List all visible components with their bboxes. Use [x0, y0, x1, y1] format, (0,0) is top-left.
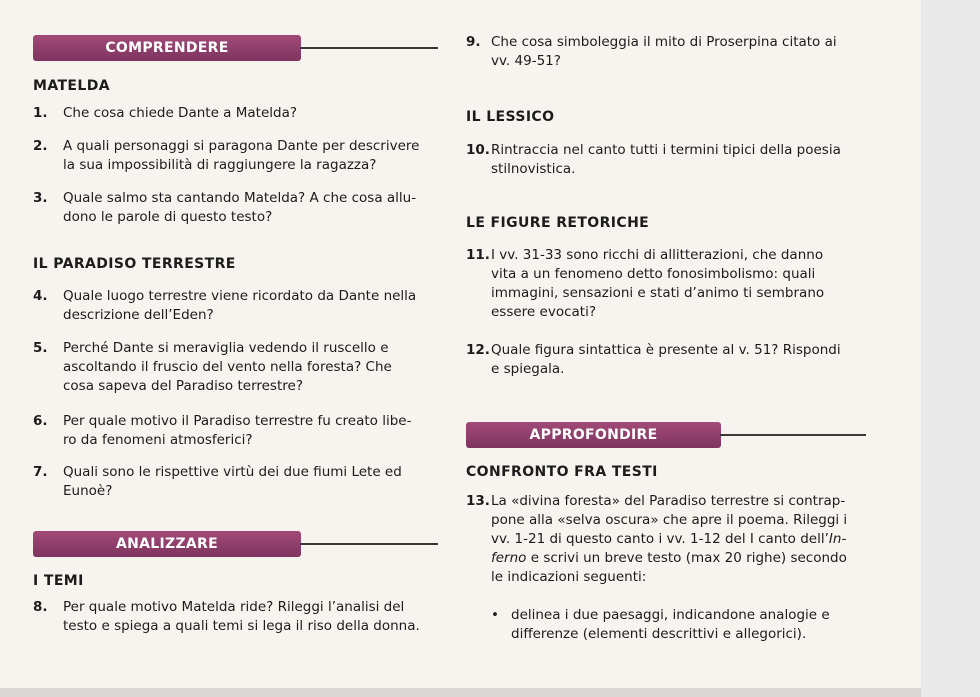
analizzare-banner — [33, 531, 301, 557]
question-13: 13.La «divina foresta» del Paradiso terrestre si contrap- pone alla «selva oscura» che apre il poema. Rileggi i vv. 1-21 di questo canto i vv. 1-12 del I canto dell’In- ferno e scrivi un breve testo (max 20 righe) secondo le indicazioni seguenti: — [466, 493, 848, 585]
question-10: 10.Rintraccia nel canto tutti i termini tipici della poesia stilnovistica. — [466, 142, 841, 177]
confronto-heading: CONFRONTO FRA TESTI — [466, 464, 658, 480]
question-12: 12.Quale figura sintattica è presente al v. 51? Rispondi e spiegala. — [466, 342, 841, 377]
bullet-item: • delinea i due paesaggi, indicandone analogie e differenze (elementi descrittivi e allegorici). — [491, 607, 830, 642]
question-6: 6. Per quale motivo il Paradiso terrestre fu creato libe- ro da fenomeni atmosferici? — [33, 413, 412, 448]
comprendere-rule — [300, 47, 438, 49]
paradiso-heading: IL PARADISO TERRESTRE — [33, 256, 236, 272]
analizzare-label: ANALIZZARE — [116, 536, 218, 552]
question-5: 5. Perché Dante si meraviglia vedendo il ruscello e ascoltando il fruscio del vento nella foresta? Che cosa sapeva del Paradiso terrestre? — [33, 340, 392, 394]
question-3: 3. Quale salmo sta cantando Matelda? A che cosa allu- dono le parole di questo testo? — [33, 190, 417, 225]
question-4: 4. Quale luogo terrestre viene ricordato da Dante nella descrizione dell’Eden? — [33, 288, 417, 323]
approfondire-banner — [466, 422, 721, 448]
comprendere-label: COMPRENDERE — [105, 40, 229, 56]
question-9: 9. Che cosa simboleggia il mito di Proserpina citato ai vv. 49-51? — [466, 34, 837, 69]
comprendere-banner — [33, 35, 301, 61]
bullet-icon: • — [491, 607, 499, 623]
question-11: 11.I vv. 31-33 sono ricchi di allitterazioni, che danno vita a un fenomeno detto fonosimbolismo: quali immagini, sensazioni e stati d’animo ti sembrano essere evocati? — [466, 247, 825, 320]
approfondire-rule — [720, 434, 866, 436]
approfondire-label: APPROFONDIRE — [529, 427, 658, 443]
temi-heading: I TEMI — [33, 573, 84, 589]
analizzare-rule — [300, 543, 438, 545]
question-8: 8. Per quale motivo Matelda ride? Rileggi l’analisi del testo e spiega a quali temi si lega il riso della donna. — [33, 599, 420, 634]
question-7: 7. Quali sono le rispettive virtù dei due fiumi Lete ed Eunoè? — [33, 464, 402, 499]
figure-retoriche-heading: LE FIGURE RETORICHE — [466, 215, 650, 231]
question-1: 1. Che cosa chiede Dante a Matelda? — [33, 105, 298, 121]
bottom-edge — [0, 688, 921, 697]
lessico-heading: IL LESSICO — [466, 109, 555, 125]
question-2: 2. A quali personaggi si paragona Dante per descrivere la sua impossibilità di raggiungere la ragazza? — [33, 138, 420, 173]
matelda-heading: MATELDA — [33, 78, 110, 94]
right-margin — [921, 0, 980, 697]
